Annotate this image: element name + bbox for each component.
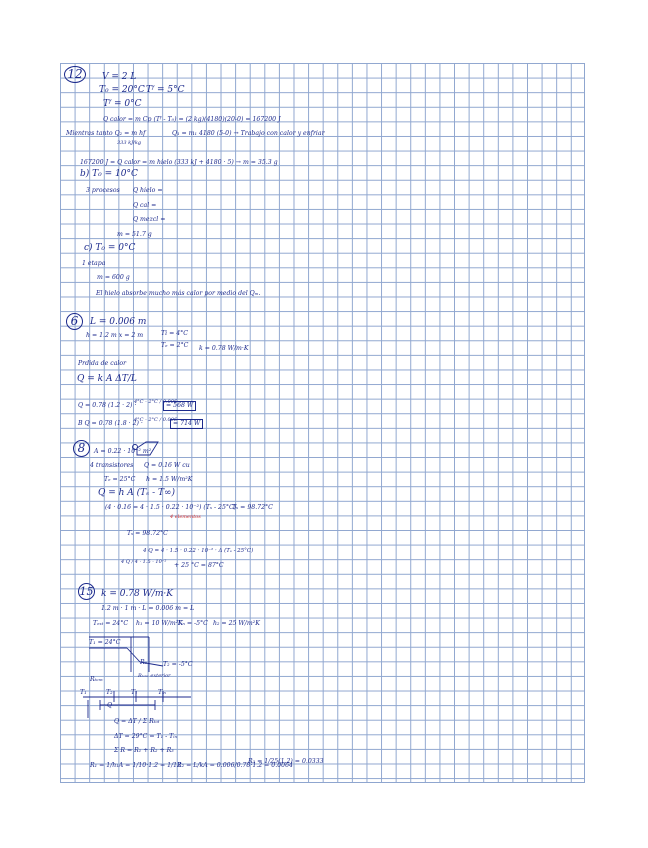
note-line: 333 kJ/kg <box>117 140 142 146</box>
note-line: El hielo absorbe mucho más calor por medio del Qₘ. <box>96 290 261 297</box>
diagram-label: Tᵢₙ <box>158 689 166 696</box>
note-line: b) T₀ = 10°C <box>80 169 138 179</box>
note-line: Tₑ = 25°C <box>104 476 136 483</box>
note-line: Q mezcl = <box>133 216 166 223</box>
note-line: m = 600 g <box>97 274 130 281</box>
note-line: 1.2 m · 1 m · L = 0.006 m = L <box>101 605 195 612</box>
note-line: Q calor = m Cp (Tᶠ - T₀) = (2 kg)(4180)(20-0) = 167200 J <box>103 116 281 123</box>
note-line: A = 0.22 · 10⁻² m² <box>94 448 152 455</box>
note-line: 4 Q / 4 · 1.5 · 10⁻² <box>121 559 167 565</box>
note-line: + 25 °C = 87°C <box>174 562 224 569</box>
note-line: 4 Q = 4 · 1.5 · 0.22 · 10⁻² · Δ (Tₛ - 25°C) <box>143 548 254 554</box>
note-line: 1 etapa <box>82 260 106 267</box>
diagram-label: Rₑ <box>140 659 148 666</box>
note-line: Q hielo = <box>133 187 163 194</box>
note-line: Σ R = R₁ + R₂ + R₃ <box>114 747 174 754</box>
answer-box: = 568 W <box>163 401 196 411</box>
note-line: h₂ = 25 W/m²K <box>213 620 260 627</box>
note-line: h₁ = 10 W/m²K <box>136 620 183 627</box>
note-line: Q = 0.78 (1.2 · 2) · <box>78 402 137 409</box>
note-line: Q = k A ΔT/L <box>77 374 137 384</box>
diagram-label: T₁ <box>131 689 138 696</box>
note-line: V = 2 L <box>102 72 137 82</box>
diagram-label: T₂ <box>106 689 113 696</box>
problem-number: 15 <box>79 585 94 598</box>
problem-number: 12 <box>67 67 83 81</box>
note-line: Q₁ = m₁ 4180 (5-0) → Trabajo con calor y enfriar <box>172 130 325 137</box>
note-line: R₁ = 1/h₁A = 1/10·1.2 = 1/12 <box>90 762 182 769</box>
note-line: Tₛ = 98.72°C <box>127 530 168 537</box>
note-line: Q = h A (Tₛ - T∞) <box>98 488 175 498</box>
note-line: 167200 J = Q calor = m hielo (333 kJ + 4180 · 5) → m = 35.3 g <box>80 159 278 166</box>
note-line: 3 procesos <box>86 187 120 194</box>
problem-number: 6 <box>70 314 79 328</box>
note-line: R₃ = 1/25(1.2) = 0.0333 <box>248 758 324 765</box>
note-line: Tᶠ = 5°C <box>146 85 185 95</box>
diagram-label: Rₜₒₙᵥ exterior <box>138 673 171 679</box>
note-line: k = 0.78 W/m·K <box>101 589 174 599</box>
note-line: Tᵢₙ = -5°C <box>177 620 208 627</box>
note-line: Prdida de calor <box>78 360 127 367</box>
note-line: h = 1.2 m x = 2 m <box>86 332 144 339</box>
note-line: R₂ = L/kA = 0.006/0.78·1.2 = 0.0064 <box>177 762 293 769</box>
note-line: Tₑₓₜ = 24°C <box>93 620 129 627</box>
note-line: L = 0.006 m <box>90 317 147 327</box>
note-line: 4 transistores <box>90 462 134 469</box>
note-line: c) T₀ = 0°C <box>84 243 136 253</box>
diagram-label: T₁ <box>80 689 87 696</box>
note-line: T₀ = 20°C <box>99 85 145 95</box>
note-line: 4°C - 2°C / 0.006 <box>134 417 178 423</box>
note-line: Tᶠ = 0°C <box>103 99 142 109</box>
note-line: ΔT = 29°C = T₁ - Tᵢₙ <box>114 733 178 740</box>
note-line: Mientras tanto Q₂ = m hf <box>66 130 146 137</box>
note-line: Q = ΔT / Σ Rₜₒₜ <box>114 718 160 725</box>
red-annotation: 4 elementos <box>170 514 201 520</box>
note-line: Tₑ = 2°C <box>161 342 189 349</box>
diagram-label: Q <box>107 702 113 709</box>
note-line: h = 1.5 W/m²K <box>146 476 193 483</box>
note-line: Q cal = <box>133 202 157 209</box>
note-line: Tₛ = 98.72°C <box>232 504 273 511</box>
diagram-label: Rₜₒₙᵥ <box>90 676 104 683</box>
note-line: B Q = 0.78 (1.8 · 2) · <box>78 420 143 427</box>
note-line: m = 51.7 g <box>117 231 152 238</box>
diagram-label: T₁ = 24°C <box>89 639 121 646</box>
note-line: k = 0.78 W/m·K <box>199 345 249 352</box>
problem-number: 8 <box>77 441 86 455</box>
note-line: 4°C - 2°C / 0.006 <box>134 399 178 405</box>
answer-box: = 714 W <box>170 419 203 429</box>
note-line: Q = 0.16 W cu <box>144 462 190 469</box>
note-line: Ti = 4°C <box>161 330 188 337</box>
diagram-label: T₂ = -5°C <box>163 661 193 668</box>
note-line: (4 · 0.16 = 4 · 1.5 · 0.22 · 10⁻²) (Tₛ - 25°C) <box>105 504 237 511</box>
